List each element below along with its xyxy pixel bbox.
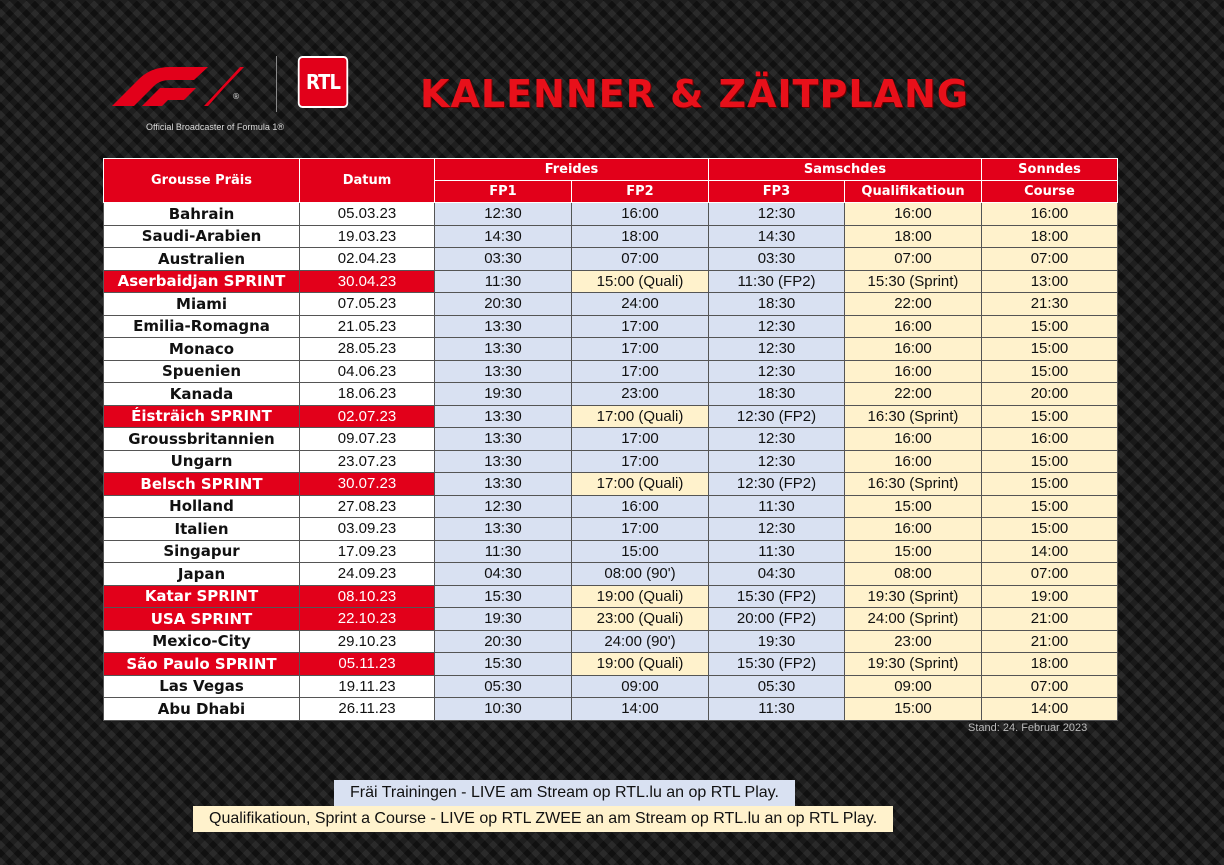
cell-qualifying: 15:00 bbox=[845, 540, 982, 563]
cell-fp1: 11:30 bbox=[435, 540, 572, 563]
f1-logo bbox=[112, 64, 244, 106]
cell-date: 09.07.23 bbox=[300, 428, 435, 451]
cell-date: 02.07.23 bbox=[300, 405, 435, 428]
cell-grand-prix: Katar SPRINT bbox=[104, 585, 300, 608]
note-training-stream: Fräi Trainingen - LIVE am Stream op RTL.lu an op RTL Play. bbox=[334, 780, 795, 806]
cell-fp3: 18:30 bbox=[709, 383, 845, 406]
cell-fp2: 19:00 (Quali) bbox=[572, 585, 709, 608]
cell-qualifying: 16:30 (Sprint) bbox=[845, 405, 982, 428]
cell-fp1: 13:30 bbox=[435, 315, 572, 338]
cell-race: 21:30 bbox=[982, 293, 1118, 316]
cell-date: 07.05.23 bbox=[300, 293, 435, 316]
cell-fp1: 20:30 bbox=[435, 293, 572, 316]
cell-race: 19:00 bbox=[982, 585, 1118, 608]
cell-grand-prix: Abu Dhabi bbox=[104, 698, 300, 721]
header-saturday: Samschdes bbox=[709, 159, 982, 181]
cell-fp3: 12:30 bbox=[709, 315, 845, 338]
cell-qualifying: 15:00 bbox=[845, 698, 982, 721]
cell-fp3: 18:30 bbox=[709, 293, 845, 316]
cell-fp2: 24:00 bbox=[572, 293, 709, 316]
cell-fp3: 11:30 (FP2) bbox=[709, 270, 845, 293]
cell-fp2: 15:00 (Quali) bbox=[572, 270, 709, 293]
cell-date: 29.10.23 bbox=[300, 630, 435, 653]
cell-fp2: 19:00 (Quali) bbox=[572, 653, 709, 676]
cell-fp2: 17:00 bbox=[572, 518, 709, 541]
cell-date: 08.10.23 bbox=[300, 585, 435, 608]
cell-date: 26.11.23 bbox=[300, 698, 435, 721]
cell-fp2: 07:00 bbox=[572, 248, 709, 271]
cell-race: 21:00 bbox=[982, 608, 1118, 631]
cell-fp1: 13:30 bbox=[435, 450, 572, 473]
cell-race: 18:00 bbox=[982, 653, 1118, 676]
registered-mark-icon: ® bbox=[232, 92, 240, 101]
cell-date: 05.11.23 bbox=[300, 653, 435, 676]
cell-fp1: 05:30 bbox=[435, 675, 572, 698]
cell-race: 15:00 bbox=[982, 360, 1118, 383]
cell-date: 27.08.23 bbox=[300, 495, 435, 518]
cell-race: 14:00 bbox=[982, 540, 1118, 563]
cell-qualifying: 16:00 bbox=[845, 203, 982, 226]
cell-race: 15:00 bbox=[982, 450, 1118, 473]
cell-grand-prix: Saudi-Arabien bbox=[104, 225, 300, 248]
schedule-table bbox=[103, 158, 1118, 721]
cell-fp3: 15:30 (FP2) bbox=[709, 585, 845, 608]
cell-fp2: 23:00 (Quali) bbox=[572, 608, 709, 631]
cell-date: 19.11.23 bbox=[300, 675, 435, 698]
cell-fp2: 17:00 bbox=[572, 450, 709, 473]
cell-date: 22.10.23 bbox=[300, 608, 435, 631]
cell-date: 30.04.23 bbox=[300, 270, 435, 293]
cell-fp3: 05:30 bbox=[709, 675, 845, 698]
table-row bbox=[104, 225, 1118, 248]
header-friday: Freides bbox=[435, 159, 709, 181]
cell-fp2: 17:00 (Quali) bbox=[572, 405, 709, 428]
cell-fp3: 11:30 bbox=[709, 495, 845, 518]
cell-fp3: 12:30 bbox=[709, 450, 845, 473]
cell-date: 19.03.23 bbox=[300, 225, 435, 248]
cell-grand-prix: Emilia-Romagna bbox=[104, 315, 300, 338]
cell-date: 30.07.23 bbox=[300, 473, 435, 496]
cell-qualifying: 16:30 (Sprint) bbox=[845, 473, 982, 496]
cell-qualifying: 09:00 bbox=[845, 675, 982, 698]
cell-grand-prix: Las Vegas bbox=[104, 675, 300, 698]
broadcaster-label: Official Broadcaster of Formula 1® bbox=[146, 122, 285, 132]
cell-fp3: 12:30 (FP2) bbox=[709, 473, 845, 496]
cell-fp1: 20:30 bbox=[435, 630, 572, 653]
cell-qualifying: 16:00 bbox=[845, 338, 982, 361]
cell-race: 15:00 bbox=[982, 405, 1118, 428]
cell-fp2: 17:00 bbox=[572, 315, 709, 338]
cell-fp1: 11:30 bbox=[435, 270, 572, 293]
cell-fp1: 03:30 bbox=[435, 248, 572, 271]
cell-fp3: 12:30 bbox=[709, 428, 845, 451]
cell-fp3: 20:00 (FP2) bbox=[709, 608, 845, 631]
cell-fp3: 03:30 bbox=[709, 248, 845, 271]
cell-fp2: 14:00 bbox=[572, 698, 709, 721]
header-qualifying: Qualifikatioun bbox=[845, 181, 982, 203]
cell-race: 21:00 bbox=[982, 630, 1118, 653]
cell-qualifying: 22:00 bbox=[845, 293, 982, 316]
cell-grand-prix: Japan bbox=[104, 563, 300, 586]
table-row bbox=[104, 675, 1118, 698]
cell-fp3: 14:30 bbox=[709, 225, 845, 248]
cell-date: 23.07.23 bbox=[300, 450, 435, 473]
table-row bbox=[104, 563, 1118, 586]
cell-fp2: 17:00 bbox=[572, 338, 709, 361]
cell-fp2: 08:00 (90') bbox=[572, 563, 709, 586]
cell-fp3: 12:30 bbox=[709, 360, 845, 383]
cell-date: 02.04.23 bbox=[300, 248, 435, 271]
cell-qualifying: 16:00 bbox=[845, 450, 982, 473]
table-row bbox=[104, 383, 1118, 406]
cell-fp2: 16:00 bbox=[572, 203, 709, 226]
header-fp3: FP3 bbox=[709, 181, 845, 203]
cell-qualifying: 18:00 bbox=[845, 225, 982, 248]
header-fp2: FP2 bbox=[572, 181, 709, 203]
cell-fp1: 13:30 bbox=[435, 518, 572, 541]
cell-fp1: 19:30 bbox=[435, 608, 572, 631]
cell-qualifying: 15:30 (Sprint) bbox=[845, 270, 982, 293]
cell-fp1: 04:30 bbox=[435, 563, 572, 586]
cell-fp3: 12:30 bbox=[709, 203, 845, 226]
cell-grand-prix: Aserbaidjan SPRINT bbox=[104, 270, 300, 293]
cell-date: 05.03.23 bbox=[300, 203, 435, 226]
cell-race: 15:00 bbox=[982, 518, 1118, 541]
cell-race: 07:00 bbox=[982, 248, 1118, 271]
cell-race: 16:00 bbox=[982, 428, 1118, 451]
cell-race: 07:00 bbox=[982, 675, 1118, 698]
cell-fp2: 15:00 bbox=[572, 540, 709, 563]
cell-qualifying: 24:00 (Sprint) bbox=[845, 608, 982, 631]
table-row bbox=[104, 338, 1118, 361]
cell-fp3: 15:30 (FP2) bbox=[709, 653, 845, 676]
cell-fp1: 13:30 bbox=[435, 338, 572, 361]
table-row bbox=[104, 428, 1118, 451]
cell-fp1: 12:30 bbox=[435, 203, 572, 226]
cell-grand-prix: Éisträich SPRINT bbox=[104, 405, 300, 428]
cell-grand-prix: Ungarn bbox=[104, 450, 300, 473]
header-grand-prix: Grousse Präis bbox=[104, 159, 300, 203]
logo-separator bbox=[276, 56, 277, 112]
cell-qualifying: 22:00 bbox=[845, 383, 982, 406]
cell-grand-prix: Singapur bbox=[104, 540, 300, 563]
table-row bbox=[104, 653, 1118, 676]
status-date: Stand: 24. Februar 2023 bbox=[968, 722, 1088, 734]
cell-race: 13:00 bbox=[982, 270, 1118, 293]
cell-fp1: 10:30 bbox=[435, 698, 572, 721]
cell-grand-prix: USA SPRINT bbox=[104, 608, 300, 631]
cell-grand-prix: Spuenien bbox=[104, 360, 300, 383]
cell-fp2: 24:00 (90') bbox=[572, 630, 709, 653]
cell-fp3: 11:30 bbox=[709, 698, 845, 721]
cell-date: 18.06.23 bbox=[300, 383, 435, 406]
table-row bbox=[104, 585, 1118, 608]
cell-grand-prix: Australien bbox=[104, 248, 300, 271]
cell-grand-prix: Mexico-City bbox=[104, 630, 300, 653]
page-title: KALENNER & ZÄITPLANG bbox=[420, 72, 969, 116]
cell-fp1: 19:30 bbox=[435, 383, 572, 406]
cell-grand-prix: Kanada bbox=[104, 383, 300, 406]
table-row bbox=[104, 315, 1118, 338]
header-sunday: Sonndes bbox=[982, 159, 1118, 181]
table-row bbox=[104, 630, 1118, 653]
cell-grand-prix: Monaco bbox=[104, 338, 300, 361]
cell-qualifying: 16:00 bbox=[845, 360, 982, 383]
cell-fp3: 04:30 bbox=[709, 563, 845, 586]
table-row bbox=[104, 203, 1118, 226]
cell-date: 03.09.23 bbox=[300, 518, 435, 541]
cell-fp3: 12:30 (FP2) bbox=[709, 405, 845, 428]
cell-grand-prix: Holland bbox=[104, 495, 300, 518]
cell-fp1: 15:30 bbox=[435, 653, 572, 676]
cell-fp3: 12:30 bbox=[709, 518, 845, 541]
cell-qualifying: 19:30 (Sprint) bbox=[845, 585, 982, 608]
header-fp1: FP1 bbox=[435, 181, 572, 203]
cell-qualifying: 16:00 bbox=[845, 518, 982, 541]
cell-fp2: 23:00 bbox=[572, 383, 709, 406]
cell-fp2: 16:00 bbox=[572, 495, 709, 518]
cell-fp1: 14:30 bbox=[435, 225, 572, 248]
table-row bbox=[104, 360, 1118, 383]
cell-qualifying: 07:00 bbox=[845, 248, 982, 271]
table-row bbox=[104, 473, 1118, 496]
cell-fp2: 17:00 (Quali) bbox=[572, 473, 709, 496]
cell-fp1: 13:30 bbox=[435, 473, 572, 496]
cell-qualifying: 15:00 bbox=[845, 495, 982, 518]
table-row bbox=[104, 608, 1118, 631]
cell-grand-prix: Miami bbox=[104, 293, 300, 316]
cell-date: 04.06.23 bbox=[300, 360, 435, 383]
cell-race: 15:00 bbox=[982, 473, 1118, 496]
table-row bbox=[104, 270, 1118, 293]
cell-fp2: 17:00 bbox=[572, 428, 709, 451]
cell-fp2: 09:00 bbox=[572, 675, 709, 698]
table-row bbox=[104, 540, 1118, 563]
cell-race: 07:00 bbox=[982, 563, 1118, 586]
header-race: Course bbox=[982, 181, 1118, 203]
cell-date: 28.05.23 bbox=[300, 338, 435, 361]
cell-grand-prix: Italien bbox=[104, 518, 300, 541]
table-row bbox=[104, 248, 1118, 271]
cell-race: 15:00 bbox=[982, 495, 1118, 518]
table-row bbox=[104, 450, 1118, 473]
header-date: Datum bbox=[300, 159, 435, 203]
cell-qualifying: 08:00 bbox=[845, 563, 982, 586]
cell-fp1: 13:30 bbox=[435, 405, 572, 428]
cell-date: 24.09.23 bbox=[300, 563, 435, 586]
cell-fp1: 13:30 bbox=[435, 428, 572, 451]
cell-race: 16:00 bbox=[982, 203, 1118, 226]
cell-fp2: 18:00 bbox=[572, 225, 709, 248]
cell-qualifying: 16:00 bbox=[845, 428, 982, 451]
cell-date: 21.05.23 bbox=[300, 315, 435, 338]
cell-qualifying: 23:00 bbox=[845, 630, 982, 653]
cell-fp3: 12:30 bbox=[709, 338, 845, 361]
cell-fp3: 11:30 bbox=[709, 540, 845, 563]
table-row bbox=[104, 698, 1118, 721]
cell-fp1: 12:30 bbox=[435, 495, 572, 518]
cell-grand-prix: Belsch SPRINT bbox=[104, 473, 300, 496]
cell-grand-prix: Groussbritannien bbox=[104, 428, 300, 451]
cell-race: 15:00 bbox=[982, 315, 1118, 338]
note-race-broadcast: Qualifikatioun, Sprint a Course - LIVE op RTL ZWEE an am Stream op RTL.lu an op RTL Play. bbox=[193, 806, 893, 832]
cell-fp1: 15:30 bbox=[435, 585, 572, 608]
cell-date: 17.09.23 bbox=[300, 540, 435, 563]
cell-qualifying: 16:00 bbox=[845, 315, 982, 338]
cell-race: 18:00 bbox=[982, 225, 1118, 248]
cell-qualifying: 19:30 (Sprint) bbox=[845, 653, 982, 676]
cell-race: 14:00 bbox=[982, 698, 1118, 721]
table-row bbox=[104, 405, 1118, 428]
table-row bbox=[104, 518, 1118, 541]
cell-race: 15:00 bbox=[982, 338, 1118, 361]
table-row bbox=[104, 293, 1118, 316]
table-row bbox=[104, 495, 1118, 518]
cell-grand-prix: São Paulo SPRINT bbox=[104, 653, 300, 676]
rtl-logo: RTL bbox=[298, 56, 348, 108]
cell-race: 20:00 bbox=[982, 383, 1118, 406]
cell-grand-prix: Bahrain bbox=[104, 203, 300, 226]
cell-fp1: 13:30 bbox=[435, 360, 572, 383]
cell-fp3: 19:30 bbox=[709, 630, 845, 653]
cell-fp2: 17:00 bbox=[572, 360, 709, 383]
